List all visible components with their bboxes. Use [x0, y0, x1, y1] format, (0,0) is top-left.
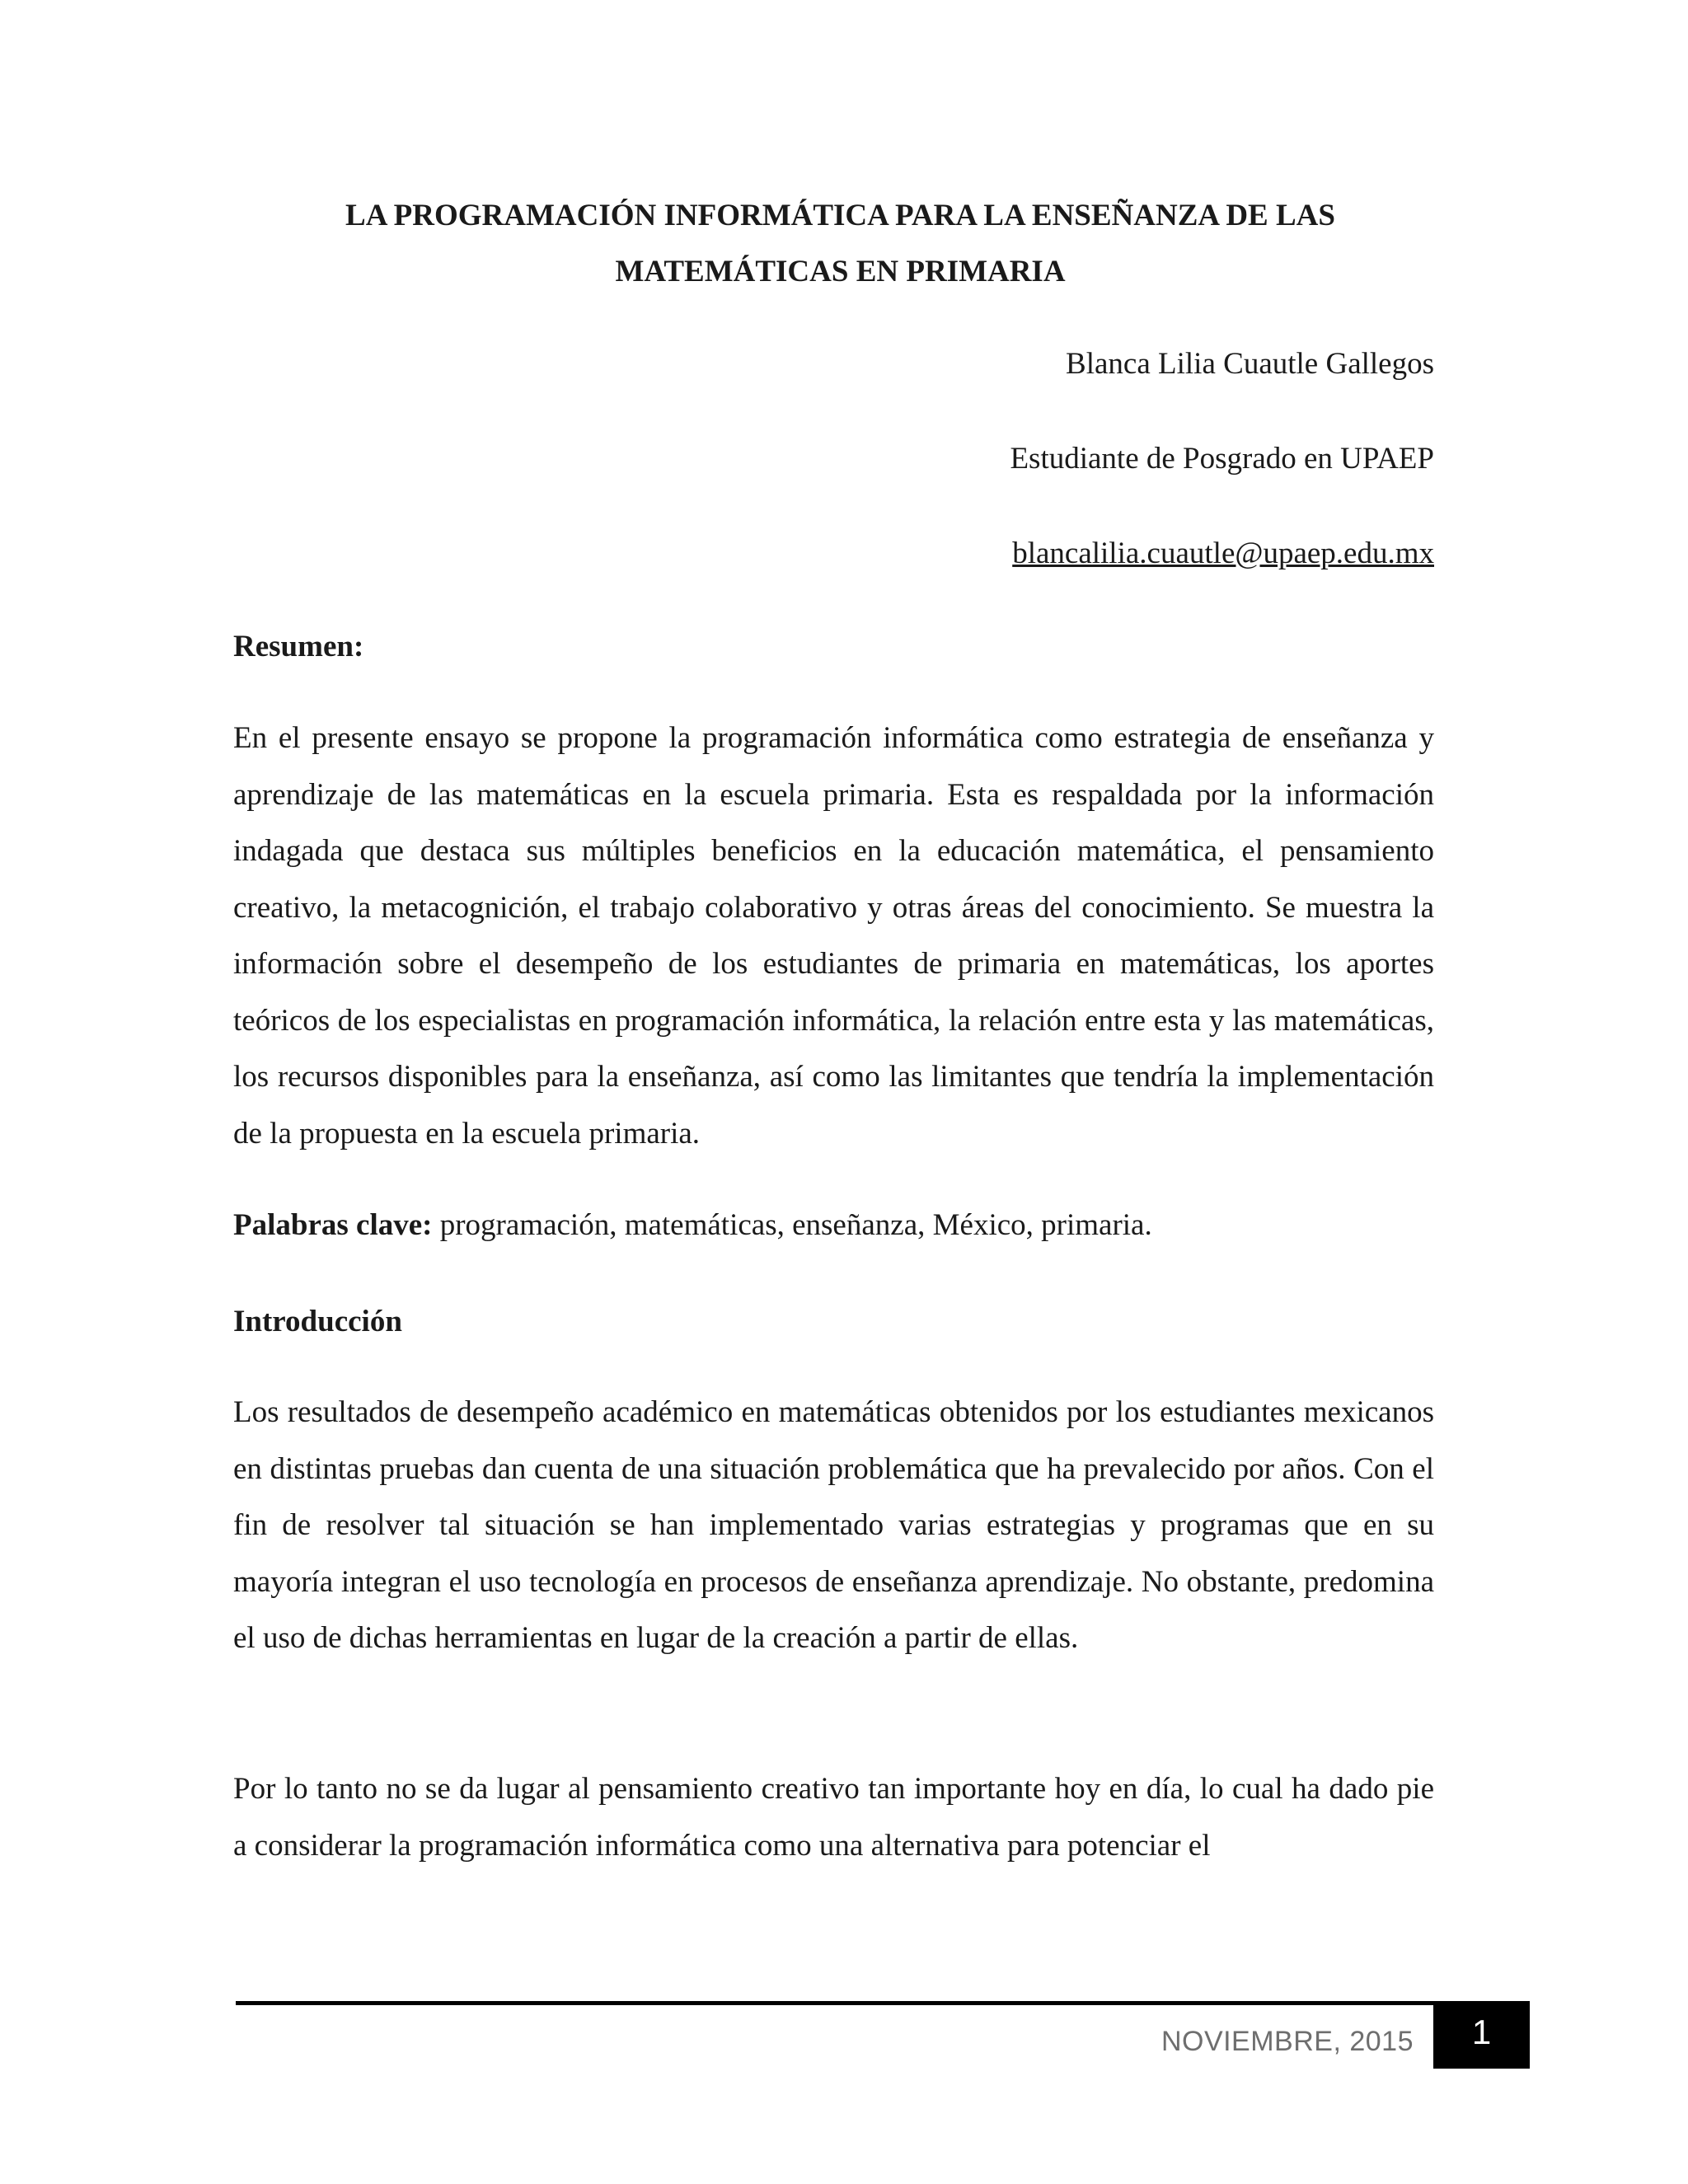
author-email-link[interactable]: blancalilia.cuautle@upaep.edu.mx	[1012, 537, 1434, 570]
author-affiliation: Estudiante de Posgrado en UPAEP	[1010, 442, 1434, 476]
keywords-text: programación, matemáticas, enseñanza, México, primaria.	[432, 1208, 1152, 1242]
abstract-text: En el presente ensayo se propone la programación informática como estrategia de enseñanza y aprendizaje de las matemáticas en la escuela primaria. Esta es respaldada por la información indagada que destaca sus múltiples beneficios en la educación matemática, el pensamiento creativo, la metacognición, el trabajo colaborativo y otras áreas del conocimiento. Se muestra la información sobre el desempeño de los estudiantes de primaria en matemáticas, los aportes teóricos de los especialistas en programación informática, la relación entre esta y las matemáticas, los recursos disponibles para la enseñanza, así como las limitantes que tendría la implementación de la propuesta en la escuela primaria.	[233, 721, 1434, 1151]
page-number: 1	[1433, 2001, 1530, 2069]
author-name: Blanca Lilia Cuautle Gallegos	[1066, 347, 1434, 381]
title-line-1: LA PROGRAMACIÓN INFORMÁTICA PARA LA ENSEÑANZA DE LAS	[345, 199, 1335, 232]
intro-paragraph-1: Los resultados de desempeño académico en matemáticas obtenidos por los estudiantes mexicanos en distintas pruebas dan cuenta de una situación problemática que ha prevalecido por años. Con el fin de resolver tal situación se han implementado varias estrategias y programas que en su mayoría integran el uso tecnología en procesos de enseñanza aprendizaje. No obstante, predomina el uso de dichas herramientas en lugar de la creación a partir de ellas.	[233, 1395, 1434, 1655]
keywords-line	[233, 1201, 1434, 1250]
author-block	[1010, 340, 1434, 624]
introduction-heading: Introducción	[233, 1305, 402, 1338]
footer-date: NOVIEMBRE, 2015	[1160, 2026, 1414, 2057]
title-line-2: MATEMÁTICAS EN PRIMARIA	[615, 255, 1066, 288]
paper-title	[233, 188, 1447, 300]
keywords-label: Palabras clave:	[233, 1208, 433, 1242]
footer-divider	[236, 2001, 1447, 2005]
intro-paragraph-2: Por lo tanto no se da lugar al pensamiento creativo tan importante hoy en día, lo cual ha dado pie a considerar la programación informática como una alternativa para potenciar el	[233, 1772, 1434, 1863]
abstract-heading: Resumen:	[233, 630, 364, 663]
